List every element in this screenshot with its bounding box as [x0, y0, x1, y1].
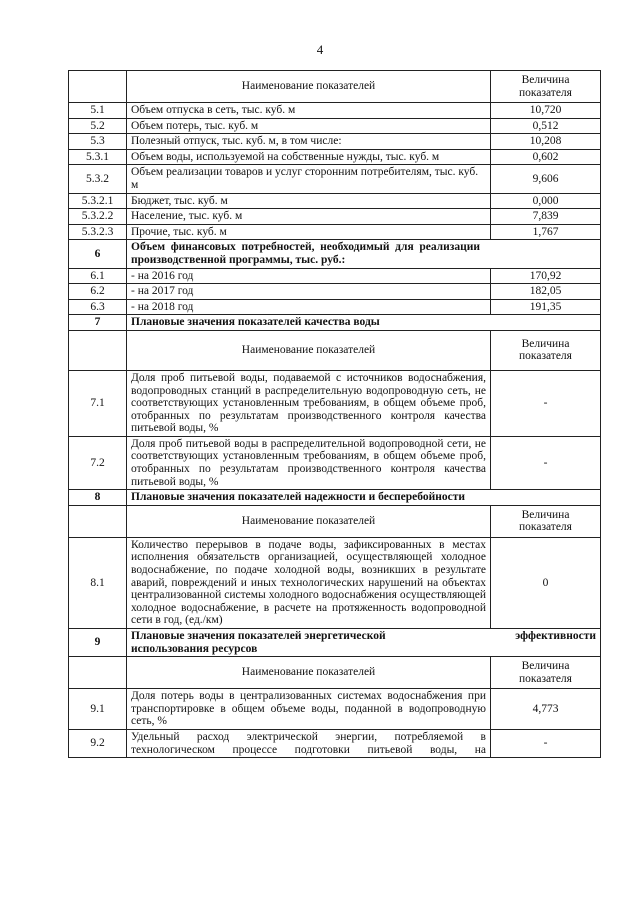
- header-value-cell: Величина показателя: [491, 71, 601, 103]
- table-row: [69, 268, 601, 284]
- row-number: 9.1: [69, 689, 127, 730]
- header-num-cell: [69, 71, 127, 103]
- section-header-row: [69, 629, 601, 657]
- section-number: 6: [69, 240, 127, 268]
- row-value: 170,92: [491, 268, 601, 284]
- row-name: Доля проб питьевой воды в распределительной водопроводной сети, не соответствующих установленным требованиям, в общем объеме проб, отобранных по результатам производственного контроля качества питьевой воды, %: [127, 436, 491, 489]
- table-header-row: [69, 505, 601, 537]
- row-name: Население, тыс. куб. м: [127, 209, 491, 225]
- row-value: -: [491, 436, 601, 489]
- page-number: 4: [316, 42, 324, 57]
- table-row: [69, 193, 601, 209]
- section-header-row: [69, 490, 601, 506]
- row-number: 5.3.2.1: [69, 193, 127, 209]
- table-row: [69, 103, 601, 119]
- row-name: Доля потерь воды в централизованных системах водоснабжения при транспортировке в общем объеме воды, поданной в водопроводную сеть, %: [127, 689, 491, 730]
- table-header-row: [69, 657, 601, 689]
- row-number: 5.3.2.2: [69, 209, 127, 225]
- table-header-row: [69, 71, 601, 103]
- section-header-row: [69, 240, 601, 268]
- row-name: Объем отпуска в сеть, тыс. куб. м: [127, 103, 491, 119]
- section-title: Плановые значения показателей надежности и бесперебойности: [127, 490, 601, 506]
- row-value: 191,35: [491, 299, 601, 315]
- row-number: 5.1: [69, 103, 127, 119]
- row-number: 6.3: [69, 299, 127, 315]
- table-row: [69, 537, 601, 628]
- table-row: [69, 436, 601, 489]
- row-number: 5.3.2: [69, 165, 127, 193]
- row-value: 182,05: [491, 284, 601, 300]
- row-name: Бюджет, тыс. куб. м: [127, 193, 491, 209]
- row-value: 7,839: [491, 209, 601, 225]
- row-value: 4,773: [491, 689, 601, 730]
- header-value-cell: Величина показателя: [491, 657, 601, 689]
- section-header-row: [69, 315, 601, 331]
- section-title: Объем финансовых потребностей, необходимый для реализации производственной программы, тыс. руб.:: [127, 240, 601, 268]
- section-title-part3: использования ресурсов: [131, 642, 258, 655]
- row-name: - на 2018 год: [127, 299, 491, 315]
- row-value: 10,720: [491, 103, 601, 119]
- table-row: [69, 134, 601, 150]
- table-row: [69, 118, 601, 134]
- row-value: 0,000: [491, 193, 601, 209]
- section-number: 7: [69, 315, 127, 331]
- table-row: [69, 729, 601, 757]
- row-name: Объем потерь, тыс. куб. м: [127, 118, 491, 134]
- header-value-cell: Величина показателя: [491, 505, 601, 537]
- section-title-part1: Плановые значения показателей энергетической: [131, 630, 386, 642]
- row-number: 5.3.2.3: [69, 224, 127, 240]
- row-name: - на 2017 год: [127, 284, 491, 300]
- row-value: 9,606: [491, 165, 601, 193]
- row-name: Полезный отпуск, тыс. куб. м, в том числе:: [127, 134, 491, 150]
- header-value-cell: Величина показателя: [491, 330, 601, 370]
- table-row: [69, 370, 601, 436]
- row-number: 5.3: [69, 134, 127, 150]
- row-value: 0,512: [491, 118, 601, 134]
- row-name: - на 2016 год: [127, 268, 491, 284]
- header-name-cell: Наименование показателей: [127, 657, 491, 689]
- section-number: 8: [69, 490, 127, 506]
- table-row: [69, 165, 601, 193]
- row-number: 8.1: [69, 537, 127, 628]
- row-number: 5.3.1: [69, 149, 127, 165]
- section-title-part2: эффективности: [515, 630, 596, 642]
- row-name: Количество перерывов в подаче воды, зафиксированных в местах исполнения обязательств организацией, осуществляющей холодное водоснабжение, по подаче холодной воды, возникших в результате аварий, повреждений и иных технологических нарушений на объектах централизованной системы холодного водоснабжения осуществляющей холодное водоснабжение, в расчете на протяженность водопроводной сети в год, (ед./км): [127, 537, 491, 628]
- table-row: [69, 284, 601, 300]
- header-num-cell: [69, 657, 127, 689]
- row-value: -: [491, 370, 601, 436]
- row-number: 9.2: [69, 729, 127, 757]
- table-row: [69, 149, 601, 165]
- row-number: 6.2: [69, 284, 127, 300]
- table-row: [69, 689, 601, 730]
- row-value: 0: [491, 537, 601, 628]
- row-value: -: [491, 729, 601, 757]
- section-number: 9: [69, 629, 127, 657]
- indicators-table: [68, 70, 601, 758]
- table-row: [69, 224, 601, 240]
- row-value: 10,208: [491, 134, 601, 150]
- section-title: [127, 629, 491, 657]
- header-name-cell: Наименование показателей: [127, 505, 491, 537]
- header-name-cell: Наименование показателей: [127, 71, 491, 103]
- row-name: Прочие, тыс. куб. м: [127, 224, 491, 240]
- header-num-cell: [69, 330, 127, 370]
- row-name: Доля проб питьевой воды, подаваемой с источников водоснабжения, водопроводных станций в распределительную водопроводную сеть, не соответствующих установленным требованиям, в общем объеме проб, отобранных по результатам производственного контроля качества питьевой воды, %: [127, 370, 491, 436]
- row-number: 5.2: [69, 118, 127, 134]
- row-number: 7.1: [69, 370, 127, 436]
- row-number: 6.1: [69, 268, 127, 284]
- section-title: Плановые значения показателей качества воды: [127, 315, 601, 331]
- row-value: 0,602: [491, 149, 601, 165]
- table-header-row: [69, 330, 601, 370]
- row-name: Удельный расход электрической энергии, потребляемой в технологическом процессе подготовки питьевой воды, на: [127, 729, 491, 757]
- row-value: 1,767: [491, 224, 601, 240]
- header-name-cell: Наименование показателей: [127, 330, 491, 370]
- row-name: Объем воды, используемой на собственные нужды, тыс. куб. м: [127, 149, 491, 165]
- table-row: [69, 299, 601, 315]
- header-num-cell: [69, 505, 127, 537]
- row-number: 7.2: [69, 436, 127, 489]
- row-name: Объем реализации товаров и услуг сторонним потребителям, тыс. куб. м: [127, 165, 491, 193]
- section-title-continued: [491, 629, 601, 657]
- table-row: [69, 209, 601, 225]
